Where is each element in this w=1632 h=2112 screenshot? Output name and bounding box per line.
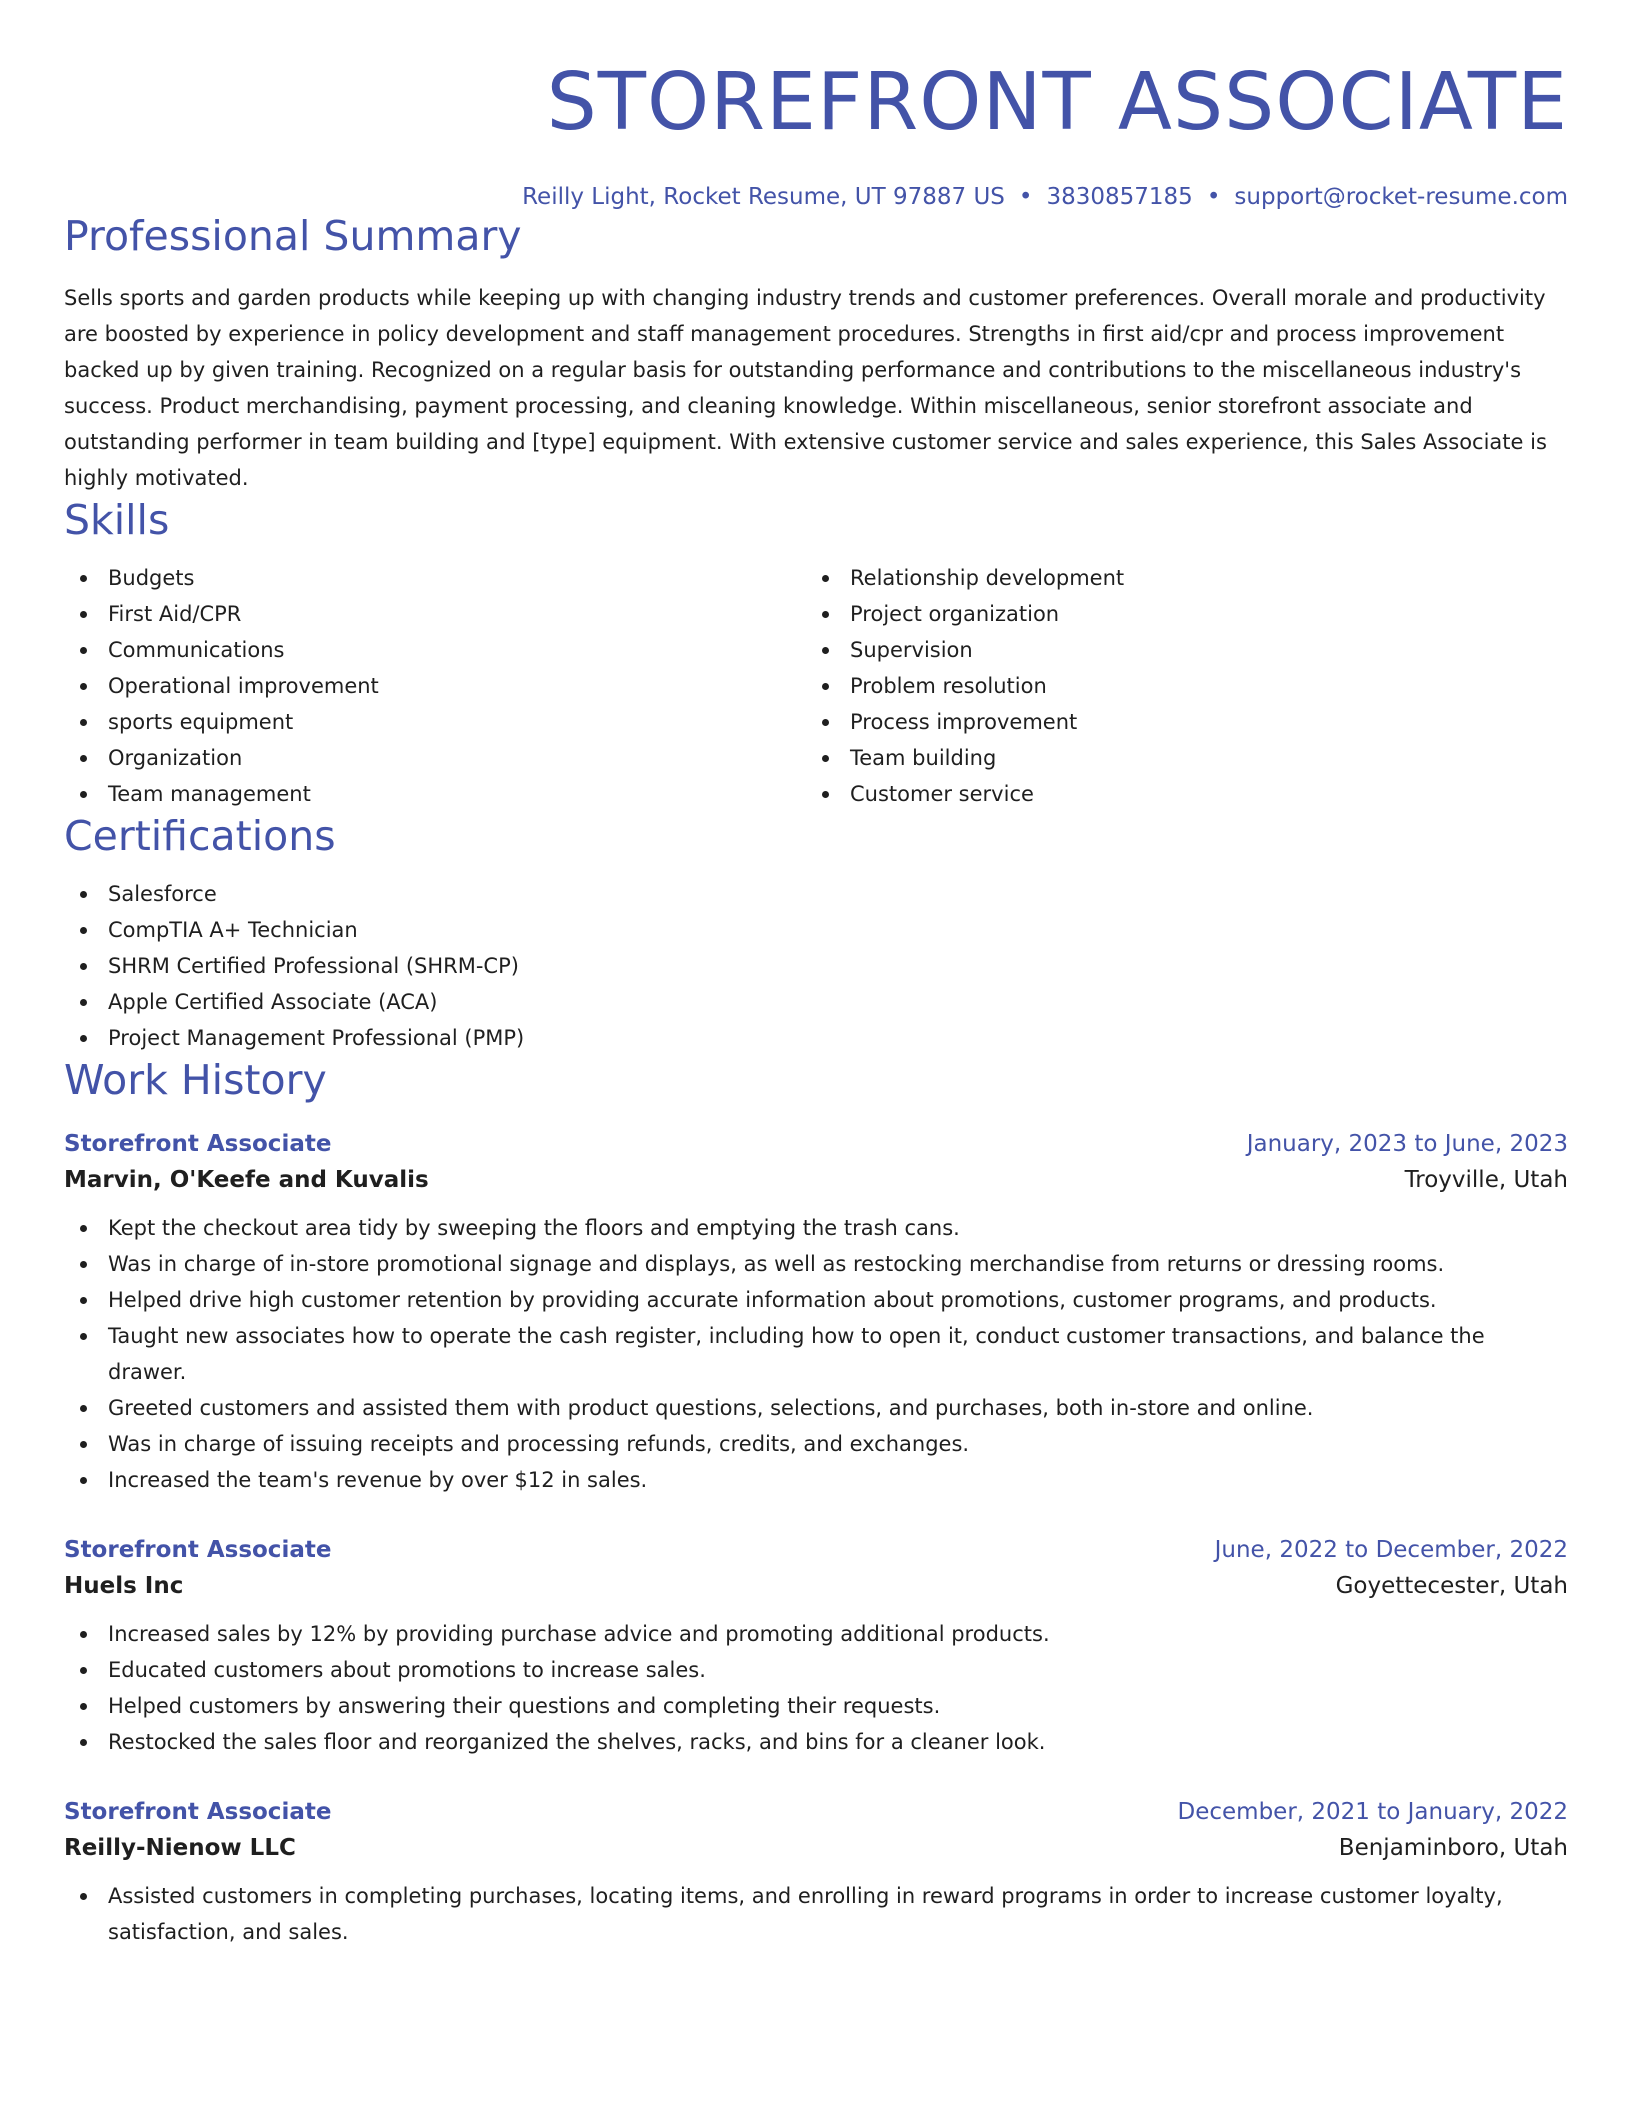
job-bullet: Increased the team's revenue by over $12 in sales. (64, 1462, 1568, 1498)
job-location: Troyville, Utah (1404, 1167, 1568, 1193)
certifications-list (64, 876, 1568, 1056)
job-bullet: Was in charge of in-store promotional signage and displays, as well as restocking merchandise from returns or dressing rooms. (64, 1246, 1568, 1282)
job-company-row (64, 1830, 1568, 1866)
job-bullets (64, 1616, 1568, 1760)
job-location: Benjaminboro, Utah (1338, 1835, 1568, 1861)
summary-section (64, 212, 1568, 496)
job-company-row (64, 1162, 1568, 1198)
summary-text: Sells sports and garden products while keeping up with changing industry trends and customer preferences. Overall morale and productivity are boosted by experience in policy development and staff management procedures. Strengths in first aid/cpr and process improvement backed up by given training. Recognized on a regular basis for outstanding performance and contributions to the miscellaneous industry's success. Product merchandising, payment processing, and cleaning knowledge. Within miscellaneous, senior storefront associate and outstanding performer in team building and [type] equipment. With extensive customer service and sales experience, this Sales Associate is highly motivated. (64, 286, 1547, 490)
contact-separator: • (1206, 184, 1221, 210)
skill-item: Relationship development (806, 560, 1548, 596)
certifications-heading: Certifications (64, 812, 336, 860)
contact-separator: • (1018, 184, 1033, 210)
job-title-row (64, 1794, 1568, 1830)
certification-item: Apple Certified Associate (ACA) (64, 984, 1568, 1020)
job-bullets (64, 1210, 1568, 1498)
job-position: Storefront Associate (64, 1131, 332, 1157)
job-company: Reilly-Nienow LLC (64, 1835, 296, 1861)
job-bullet: Restocked the sales floor and reorganized the shelves, racks, and bins for a cleaner look. (64, 1724, 1568, 1760)
skill-item: Supervision (806, 632, 1548, 668)
skill-item: Project organization (806, 596, 1548, 632)
skill-item: Customer service (806, 776, 1548, 812)
job-entry (64, 1794, 1568, 1950)
contact-address: Reilly Light, Rocket Resume, UT 97887 US (522, 184, 1005, 210)
job-position: Storefront Associate (64, 1799, 332, 1825)
job-bullets (64, 1878, 1568, 1950)
skill-item: Communications (64, 632, 806, 668)
certifications-section (64, 812, 1568, 1056)
job-bullet: Increased sales by 12% by providing purchase advice and promoting additional products. (64, 1616, 1568, 1652)
job-dates: January, 2023 to June, 2023 (1246, 1131, 1568, 1157)
summary-heading: Professional Summary (64, 212, 522, 260)
skills-grid (64, 560, 1568, 812)
certification-item: Project Management Professional (PMP) (64, 1020, 1568, 1056)
job-bullet: Taught new associates how to operate the cash register, including how to open it, conduct customer transactions, and balance the drawer. (64, 1318, 1568, 1390)
certification-item: Salesforce (64, 876, 1568, 912)
job-bullet: Helped drive high customer retention by providing accurate information about promotions, customer programs, and products. (64, 1282, 1568, 1318)
skill-item: First Aid/CPR (64, 596, 806, 632)
job-bullet: Was in charge of issuing receipts and processing refunds, credits, and exchanges. (64, 1426, 1568, 1462)
skill-item: Budgets (64, 560, 806, 596)
job-entry (64, 1126, 1568, 1498)
skill-item: sports equipment (64, 704, 806, 740)
job-title-row (64, 1532, 1568, 1568)
job-bullet: Educated customers about promotions to increase sales. (64, 1652, 1568, 1688)
job-bullet: Helped customers by answering their questions and completing their requests. (64, 1688, 1568, 1724)
job-company: Marvin, O'Keefe and Kuvalis (64, 1167, 429, 1193)
work-history-heading: Work History (64, 1056, 327, 1104)
skill-item: Team management (64, 776, 806, 812)
contact-email[interactable]: support@rocket-resume.com (1234, 184, 1568, 210)
skill-item: Problem resolution (806, 668, 1548, 704)
resume-header (64, 52, 1568, 212)
certification-item: SHRM Certified Professional (SHRM-CP) (64, 948, 1568, 984)
job-bullet: Assisted customers in completing purchases, locating items, and enrolling in reward programs in order to increase customer loyalty, satisfaction, and sales. (64, 1878, 1568, 1950)
skill-item: Organization (64, 740, 806, 776)
job-dates: June, 2022 to December, 2022 (1214, 1537, 1568, 1563)
skills-list-left (64, 560, 806, 812)
work-history-section (64, 1056, 1568, 1950)
job-dates: December, 2021 to January, 2022 (1177, 1799, 1568, 1825)
job-bullet: Greeted customers and assisted them with product questions, selections, and purchases, both in-store and online. (64, 1390, 1568, 1426)
certification-item: CompTIA A+ Technician (64, 912, 1568, 948)
job-company-row (64, 1568, 1568, 1604)
skill-item: Operational improvement (64, 668, 806, 704)
job-title-heading: STOREFRONT ASSOCIATE (546, 56, 1568, 148)
skills-section (64, 496, 1568, 812)
job-title-row (64, 1126, 1568, 1162)
job-bullet: Kept the checkout area tidy by sweeping the floors and emptying the trash cans. (64, 1210, 1568, 1246)
contact-phone[interactable]: 3830857185 (1046, 184, 1193, 210)
job-company: Huels Inc (64, 1573, 184, 1599)
contact-line (64, 182, 1568, 212)
job-entry (64, 1532, 1568, 1760)
skill-item: Team building (806, 740, 1548, 776)
skills-list-right (806, 560, 1548, 812)
skills-heading: Skills (64, 496, 170, 544)
job-position: Storefront Associate (64, 1537, 332, 1563)
job-location: Goyettecester, Utah (1335, 1573, 1568, 1599)
skill-item: Process improvement (806, 704, 1548, 740)
